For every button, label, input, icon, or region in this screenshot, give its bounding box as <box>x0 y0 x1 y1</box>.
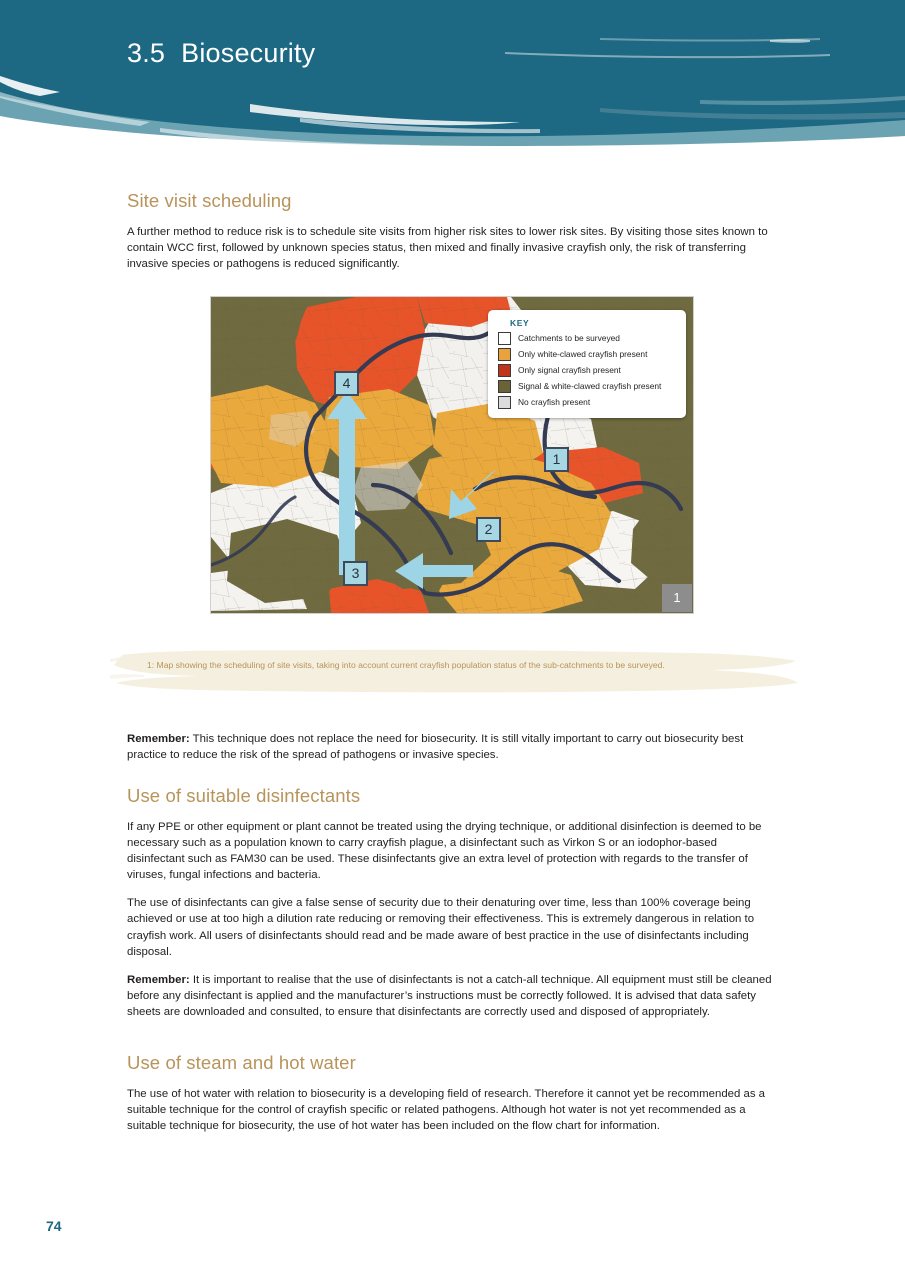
map-marker-3[interactable]: 3 <box>343 561 368 586</box>
legend-item <box>498 332 676 345</box>
map-marker-1[interactable]: 1 <box>544 447 569 472</box>
legend-swatch-catchments-to-be-surveyed <box>498 332 511 345</box>
paragraph-disinfectants-1: If any PPE or other equipment or plant cannot be treated using the drying technique, or additional disinfection is deemed to be necessary such as a population known to carry crayfish plague, a disinfectant such as Virkon S or an iodophor-based disinfectant such as FAM30 can be used. These disinfectants give an extra level of protection with regards to the transfer of viruses, fungal infections and bacteria. <box>127 821 762 882</box>
legend-title: KEY <box>510 318 530 328</box>
heading-site-visit-scheduling: Site visit scheduling <box>127 190 292 211</box>
figure-number-badge: 1 <box>662 584 692 612</box>
legend-swatch-no-crayfish <box>498 396 511 409</box>
section-title: Biosecurity <box>181 38 316 68</box>
section-use-of-steam-and-hot-water <box>127 1052 772 1134</box>
section-site-visit-scheduling <box>127 190 772 272</box>
legend-label: No crayfish present <box>518 397 591 407</box>
paragraph-steam-hot-water: The use of hot water with relation to biosecurity is a developing field of research. Therefore it cannot yet be recommended as a suitable technique for the control of crayfish specific or related pathogens. Although hot water is not yet recommended as a suitable technique for biosecurity, the use of hot water has been included on the flow chart for information. <box>127 1088 766 1133</box>
legend-label: Only white-clawed crayfish present <box>518 349 648 359</box>
remember-body: It is important to realise that the use of disinfectants is not a catch-all technique. All equipment must still be cleaned before any disinfectant is applied and the manufacturer’s instructions must be correctly followed. It is advised that data safety sheets are downloaded and consulted, to ensure that disinfectants are correctly used and disposed of appropriately. <box>127 973 772 1018</box>
paragraph-site-visit-scheduling: A further method to reduce risk is to schedule site visits from higher risk sites to lower risk sites. By visiting those sites known to contain WCC first, followed by unknown species status, then mixed and finally invasive crayfish only, the risk of transferring invasive species or pathogens is reduced significantly. <box>127 226 768 271</box>
map-marker-4[interactable]: 4 <box>334 371 359 396</box>
legend-item <box>498 348 676 361</box>
legend-swatch-signal-only <box>498 364 511 377</box>
section-number: 3.5 <box>127 38 166 68</box>
heading-use-of-suitable-disinfectants: Use of suitable disinfectants <box>127 785 361 806</box>
page-title <box>127 38 315 69</box>
legend-label: Only signal crayfish present <box>518 365 621 375</box>
figure-map <box>210 296 694 614</box>
header-brush-graphic <box>0 0 905 150</box>
legend-label: Signal & white-clawed crayfish present <box>518 381 662 391</box>
map-marker-2[interactable]: 2 <box>476 517 501 542</box>
page-header <box>0 0 905 150</box>
remember-body: This technique does not replace the need for biosecurity. It is still vitally important to carry out biosecurity best practice to reduce the risk of the spread of pathogens or invasive species. <box>127 733 744 762</box>
legend-item <box>498 380 676 393</box>
legend-swatch-signal-and-white-clawed <box>498 380 511 393</box>
legend-item <box>498 364 676 377</box>
legend-item <box>498 396 676 409</box>
remember-label: Remember: <box>127 733 190 745</box>
map-legend <box>488 310 686 418</box>
paragraph-disinfectants-2: The use of disinfectants can give a false sense of security due to their denaturing over time, less than 100% coverage being achieved or use at too high a dilution rate reducing or removing their effectiveness. This is extremely dangerous in relation to crayfish work. All users of disinfectants should read and be made aware of best practice in the use of disinfectants including disposal. <box>127 897 755 958</box>
heading-use-of-steam-and-hot-water: Use of steam and hot water <box>127 1052 356 1073</box>
remember-note-1-text <box>127 731 772 763</box>
remember-label: Remember: <box>127 973 190 986</box>
page-number: 74 <box>46 1218 62 1234</box>
remember-note-1 <box>127 731 772 763</box>
remember-note-2-text <box>127 972 772 1020</box>
section-use-of-suitable-disinfectants <box>127 785 772 1020</box>
legend-swatch-white-clawed-only <box>498 348 511 361</box>
figure-caption-block <box>110 645 800 700</box>
legend-label: Catchments to be surveyed <box>518 333 620 343</box>
figure-caption-text: 1: Map showing the scheduling of site visits, taking into account current crayfish population status of the sub-catchments to be surveyed. <box>147 660 665 670</box>
caption-brush-graphic <box>110 645 800 700</box>
